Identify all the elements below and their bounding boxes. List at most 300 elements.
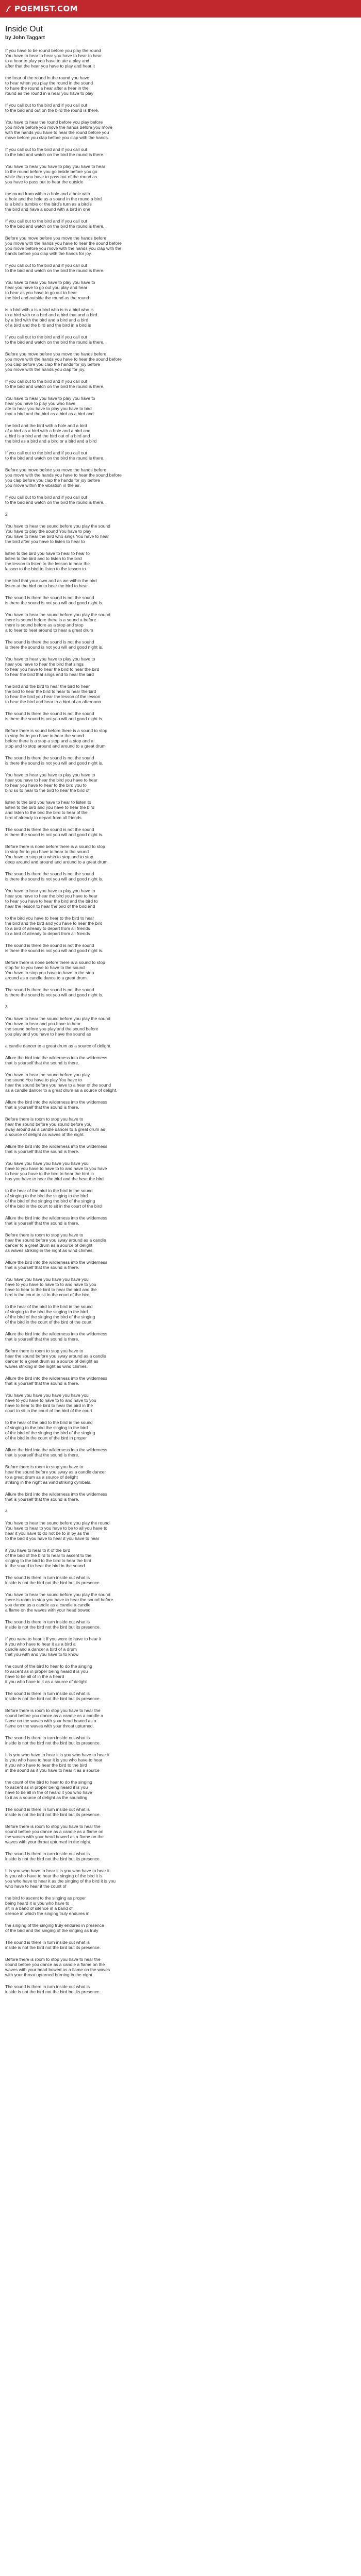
- poem-line: hear the sound before you sway around as a candle: [5, 1238, 106, 1243]
- stanza: [5, 1492, 356, 1502]
- stanza: [5, 1331, 356, 1342]
- stanza: [5, 1447, 356, 1458]
- stanza: [5, 467, 356, 488]
- stanza: [5, 1016, 356, 1037]
- poem-line: have to you have to have to to and have to you: [5, 1282, 96, 1287]
- poem-line: to ascent as in proper being heard it is you: [5, 1785, 88, 1790]
- poem-line: hear it you have to do not be to in by as the: [5, 1531, 90, 1536]
- poem-line: You have to hear you have to play you have to: [5, 656, 95, 662]
- stanza: [5, 1144, 356, 1154]
- poem-line: to stop for to you have to hear to the sound: [5, 849, 89, 854]
- poem-line: If you call out to the bird and if you call out: [5, 379, 87, 384]
- poem-line: to the bird and watch on the bird the round is there.: [5, 384, 105, 389]
- poem-line: in the sound as it you have to hear it as a source: [5, 1768, 100, 1773]
- poem-line: you have to pass out to hear the outside: [5, 179, 84, 184]
- stanza: [5, 1420, 356, 1440]
- poem-line: The sound is there in turn inside out what is: [5, 1851, 90, 1856]
- poem-line: around as a candle dance to a great drum.: [5, 975, 88, 980]
- poem-line: is a bird's tumble or the bird's turn as a bird's: [5, 201, 92, 207]
- poem-line: You have you have you have you have you: [5, 1161, 89, 1166]
- poem-line: You have to hear the sound before you play the sound: [5, 1592, 110, 1597]
- poem-line: The sound is there in turn inside out what is: [5, 1735, 90, 1740]
- poem-line: bird so to hear to the bird to hear the bird of: [5, 788, 90, 793]
- stanza: [5, 1664, 356, 1684]
- stanza: [5, 1099, 356, 1110]
- stanza: [5, 1055, 356, 1065]
- stanza: [5, 218, 356, 229]
- quill-icon: [5, 5, 12, 12]
- poem-line: to ascent as in proper being heard it is you: [5, 1669, 88, 1674]
- poem-line: The sound is there in turn inside out what is: [5, 1619, 90, 1624]
- poem-line: inside is not the bird not the bird but its presence.: [5, 1580, 101, 1585]
- stanza: [5, 280, 356, 300]
- poem-line: the count of the bird to hear to do the singing: [5, 1664, 92, 1669]
- stanza: [5, 103, 356, 113]
- poem-line: is there the sound is not you will and good night is.: [5, 876, 103, 882]
- poem-line: to a great drum as a source of delight: [5, 1475, 78, 1480]
- poem-line: the sound before you play and the sound before: [5, 1026, 99, 1031]
- stanza: [5, 1851, 356, 1861]
- poem-line: hear the sound before you have to a hear of the sound: [5, 1082, 111, 1088]
- poem-line: is there the sound is not you will and good night is.: [5, 600, 103, 605]
- poem-line: the count of the bird to hear to do the singing: [5, 1780, 92, 1785]
- stanza: [5, 120, 356, 140]
- poem-line: the bird and have a sound with a bird in one: [5, 207, 90, 212]
- poem-line: is there the sound is not you will and good night is.: [5, 716, 103, 721]
- poem-line: listen to the bird and to listen to the bird: [5, 556, 82, 561]
- poem-line: Allure the bird into the wilderness into the wilderness: [5, 1055, 107, 1060]
- poem-line: stop and to stop around and around to a great drum: [5, 743, 106, 749]
- stanza: [5, 656, 356, 677]
- stanza: [5, 1520, 356, 1541]
- poem-line: You have to play the sound You have to play: [5, 529, 91, 534]
- section-number: 2: [5, 512, 8, 517]
- stanza: [5, 827, 356, 837]
- stanza: [5, 1619, 356, 1630]
- stanza: [5, 191, 356, 212]
- poem-line: You have to hear you have to play you have to: [5, 772, 95, 777]
- poem-line: Before there is none before there is a sound to stop: [5, 844, 105, 849]
- poem-line: you move with the hands you have to hear the sound before: [5, 357, 122, 362]
- poem-line: is there the sound is not you will and good night is.: [5, 948, 103, 953]
- poem-line: of singing to the bird the singing to the bird: [5, 1425, 88, 1430]
- poem-line: that is yourself that the sound is there.: [5, 1149, 79, 1154]
- poem-line: the bird to hear the bird to hear to hear the bird: [5, 689, 96, 694]
- poem-line: of singing to the bird the singing to the bird: [5, 1309, 88, 1314]
- poem-line: that is yourself that the sound is there.: [5, 1381, 79, 1386]
- stanza: [5, 1940, 356, 1950]
- stanza: [5, 1161, 356, 1181]
- poem-line: If you were to hear it if you were to have to hear it: [5, 1636, 102, 1641]
- stanza: [5, 75, 356, 96]
- poem-line: the sound You have to play You have to: [5, 1077, 82, 1082]
- poem-line: the bird that your own and as we within the bird: [5, 578, 97, 583]
- poem-line: ate to hear you have to play you have to bird: [5, 406, 92, 411]
- poem-line: sound before you dance as a candle as a flame on: [5, 1829, 104, 1834]
- poem-line: as waves striking in the night as wind chimes.: [5, 1248, 94, 1253]
- poem-line: to hear the bird that sings and to hear the bird: [5, 672, 94, 677]
- stanza: [5, 1393, 356, 1413]
- poem-line: hear the lesson to hear the bird of the bird and: [5, 904, 95, 909]
- poem-line: being heard it is you who have to: [5, 1901, 70, 1906]
- poem-line: with the hands you have to hear the round before you: [5, 130, 109, 135]
- poem-line: to the bird you have to hear to the bird to hear: [5, 916, 94, 921]
- poem-line: listen at the bird on to hear the bird to hear: [5, 583, 88, 588]
- stanza: [5, 578, 356, 588]
- poem-line: to the round before you go inside before you go: [5, 169, 97, 174]
- stanza: [5, 1824, 356, 1844]
- poem-line: Before there is room to stop you have to: [5, 1348, 84, 1353]
- poem-line: that is yourself that the sound is there.: [5, 1497, 79, 1502]
- poem-line: candle and a dancer a bird of a drum: [5, 1647, 77, 1652]
- poem-line: If you have to be round before you play the round: [5, 48, 101, 53]
- poem-line: to hear as you have to go out to hear: [5, 290, 77, 295]
- poem-line: a bird is a bird and the bird out of a bird and: [5, 433, 90, 438]
- poem-line: the bird to ascent to the singing as proper: [5, 1895, 86, 1901]
- stanza: [5, 844, 356, 865]
- poem-line: that you with and you have to to know: [5, 1652, 79, 1657]
- poem-line: is a bird with a is a bird who is is a bird who is: [5, 307, 94, 312]
- poem-line: it you who have to it as a source of delight: [5, 1679, 87, 1684]
- poem-line: of the bird in the court of the bird of the court: [5, 1319, 92, 1325]
- poem-line: Allure the bird into the wilderness into the wilderness: [5, 1260, 107, 1265]
- poem-line: You have to hear the round before you play before: [5, 120, 103, 125]
- poem-line: sway around as a candle dancer to a great drum as: [5, 1127, 105, 1132]
- poem-line: Before there is room to stop you have to: [5, 1116, 84, 1122]
- poem-line: to it as a source of delight as the sounding: [5, 1795, 88, 1800]
- poem-line: Before there is room to stop you have to hear the: [5, 1708, 101, 1713]
- poem-line: Allure the bird into the wilderness into the wilderness: [5, 1331, 107, 1336]
- poem-line: there is sound before as a stop and stop: [5, 622, 84, 628]
- poem-line: of a bird as a bird with a hole and a bird and: [5, 428, 91, 433]
- poem-line: the bird after you have to listen to hear to: [5, 539, 85, 544]
- poem-line: You have to hear and you have to hear: [5, 1021, 81, 1026]
- stanza: [5, 1807, 356, 1817]
- poem-line: it you who have to hear the bird to the bird: [5, 1762, 87, 1768]
- poem-line: The sound is there in turn inside out what is: [5, 1940, 90, 1945]
- poem-line: Before there is none before there is a sound to stop: [5, 960, 105, 965]
- poem-line: to the bird it you have to hear it you have to hear: [5, 1536, 100, 1541]
- poem-content: [0, 18, 361, 2011]
- poem-line: If you call out to the bird and if you call out: [5, 495, 87, 500]
- poem-line: you move with the hands you have to hear the sound before: [5, 472, 122, 478]
- poem-line: before there is a stop a stop and a stop and a: [5, 738, 94, 743]
- poem-line: hands before you clap with the hands for joy.: [5, 251, 92, 256]
- poem-line: sound before you dance as a candle as a candle a: [5, 1713, 103, 1718]
- stanza: [5, 1232, 356, 1253]
- poem-line: a flame on the waves with your head bowed.: [5, 1607, 92, 1613]
- poem-line: You have to hear the sound before you play the sound: [5, 1016, 110, 1021]
- stanza: [5, 1735, 356, 1745]
- poem-line: Before there is room to stop you have to hear the: [5, 1957, 101, 1962]
- poem-line: If you call out to the bird and if you call out: [5, 147, 87, 152]
- stanza: [5, 495, 356, 505]
- poem-line: you move within the vibration in the air.: [5, 483, 81, 488]
- poem-line: the lesson to listen to the lesson to hear the: [5, 561, 90, 566]
- poem-line: to the bird and watch on the bird the round is there.: [5, 224, 105, 229]
- poem-line: striking in the night as wind striking cymbals.: [5, 1480, 92, 1485]
- poem-line: listen to the bird you have to hear to listen to: [5, 800, 91, 805]
- stanza: [5, 1277, 356, 1297]
- poem-line: that is yourself that the sound is there.: [5, 1452, 79, 1458]
- poem-line: You have to hear you have to play you have to: [5, 396, 95, 401]
- poem-line: have to be all of in the a heard: [5, 1674, 64, 1679]
- poem-line: Allure the bird into the wilderness into the wilderness: [5, 1447, 107, 1452]
- poem-line: listen to the bird and you have to hear the bird: [5, 805, 94, 810]
- stanza: [5, 1072, 356, 1093]
- poem-line: is you who have to hear it is you who have to hear: [5, 1757, 103, 1762]
- poem-line: that is yourself that the sound is there.: [5, 1060, 79, 1065]
- poem-line: of a bird and the bird and the bird in a bird is: [5, 323, 91, 328]
- poem-line: You have to hear the bird who sings You have to hear: [5, 534, 109, 539]
- poem-line: sound before you dance as a candle a flame on the: [5, 1962, 105, 1967]
- poem-title: Inside Out: [5, 25, 43, 33]
- poem-line: round as the round in a hear you have to play: [5, 91, 94, 96]
- stanza: [5, 379, 356, 389]
- stanza: [5, 1260, 356, 1270]
- poem-line: You have to hear you have to play you have to: [5, 280, 95, 285]
- poem-line: Before there is room to stop you have to: [5, 1464, 84, 1469]
- poem-line: you dance as a candle as a candle a candle: [5, 1602, 91, 1607]
- poem-line: Allure the bird into the wilderness into the wilderness: [5, 1376, 107, 1381]
- poem-line: Before there is sound before there is a sound to stop: [5, 728, 107, 733]
- poem-line: You have to hear the sound before you play the round: [5, 1520, 110, 1526]
- poem-line: to a bird of already to depart from all friends: [5, 931, 90, 936]
- poem-line: Before you move before you move the hands before: [5, 235, 107, 241]
- poem-line: hear the sound before you sound before you: [5, 1122, 92, 1127]
- poem-line: It is you who have to hear it is you who have to hear it: [5, 1752, 110, 1757]
- poem-line: You have to hear the sound before you play the sound: [5, 612, 110, 617]
- poem-line: to the hear of the bird to the bird in the sound: [5, 1420, 93, 1425]
- poem-line: a hole and the hole as a sound in the round a bird: [5, 196, 102, 201]
- poem-line: The sound is there in turn inside out what is: [5, 1807, 90, 1812]
- poem-line: in the sound to hear the bird in the sound: [5, 1563, 85, 1568]
- stanza: [5, 1464, 356, 1485]
- poem-line: you who have to hear it as the singing of the bird it is you: [5, 1878, 116, 1884]
- poem-line: inside is not the bird not the bird but its presence.: [5, 1740, 101, 1745]
- poem-line: to hear the bird and hear to a bird of an afternoon: [5, 699, 101, 704]
- poem-line: hear the sound before you sway around as a candle: [5, 1353, 106, 1359]
- poem-line: to hear you have to the bird to hear the bird in: [5, 1171, 94, 1176]
- poem-line: while then you have to pass out of the round as: [5, 174, 97, 179]
- stanza: [5, 1043, 356, 1048]
- poem-line: You have to hear the sound before you play the sound: [5, 523, 110, 529]
- poem-line: that is yourself that the sound is there.: [5, 1105, 79, 1110]
- stanza: [5, 235, 356, 256]
- stanza: [5, 684, 356, 704]
- poem-line: The sound is there the sound is not the sound: [5, 987, 94, 992]
- poem-line: to the bird and watch on the bird the round is there.: [5, 455, 105, 461]
- poem-line: is there the sound is not you will and good night is.: [5, 832, 103, 837]
- poem-line: If you call out to the bird and if you call out: [5, 218, 87, 224]
- poem-line: you clap before you clap the hands for joy before: [5, 362, 100, 367]
- poem-body: [5, 48, 356, 1994]
- poem-line: have to hear to the bird to hear the bird in the: [5, 1403, 93, 1408]
- stanza: [5, 450, 356, 461]
- poem-line: If you call out to the bird and if you call out: [5, 334, 87, 340]
- stanza: [5, 960, 356, 980]
- poem-line: inside is not the bird not the bird but its presence.: [5, 1989, 101, 1994]
- poem-line: that is yourself that the sound is there.: [5, 1265, 79, 1270]
- poem-line: inside is not the bird not the bird but its presence.: [5, 1812, 101, 1817]
- poem-line: You have to stop you have to have to the stop: [5, 970, 94, 975]
- poem-line: the bird as a bird and a bird or a bird and a bird: [5, 438, 97, 444]
- poem-line: to the bird and watch on the bird the round is there.: [5, 152, 105, 157]
- stanza: [5, 1304, 356, 1325]
- poem-line: court to sit in the court of the bird of the court: [5, 1408, 92, 1413]
- stanza: [5, 728, 356, 749]
- poem-line: of the bird of the singing the bird of the singing: [5, 1430, 95, 1435]
- poem-line: lesson to the bird to listen to the lesson to: [5, 566, 86, 571]
- stanza: [5, 1957, 356, 1977]
- stanza: [5, 263, 356, 273]
- poem-line: dancer to a great drum as a source of delight: [5, 1243, 93, 1248]
- poem-line: The sound is there the sound is not the sound: [5, 755, 94, 760]
- stanza: [5, 987, 356, 997]
- poem-line: to the hear of the bird to the bird in the sound: [5, 1304, 93, 1309]
- poem-line: you move before you move the hands before you move: [5, 125, 112, 130]
- poem-line: to have the round a hear after a hear in the: [5, 86, 89, 91]
- stanza: [5, 351, 356, 372]
- poem-line: have to be all in the of heard it you who have: [5, 1790, 92, 1795]
- poem-line: flame on the waves with your head bowed as a: [5, 1718, 96, 1723]
- poem-line: The sound is there the sound is not the sound: [5, 871, 94, 876]
- poem-line: by a bird with the bird and a bird and a bird: [5, 317, 89, 323]
- stanza: [5, 1984, 356, 1994]
- poem-line: You have to hear to you have to be to all you have to: [5, 1526, 108, 1531]
- poem-line: of the bird in the court to sit in the court of the bird: [5, 1204, 102, 1209]
- poem-line: to the hear of the bird to the bird in the sound: [5, 1188, 93, 1193]
- stanza: [5, 595, 356, 605]
- poem-line: who have to hear it the count of: [5, 1884, 67, 1889]
- stanza: [5, 164, 356, 184]
- poem-line: the bird and the bird and you have to hear the bird: [5, 921, 103, 926]
- poem-line: there is room to stop you have to hear the sound before: [5, 1597, 113, 1602]
- poem-line: dancer to a great drum as a source of delight as: [5, 1359, 99, 1364]
- stanza: [5, 1188, 356, 1209]
- poem-line: hear the sound before you sway as a candle dancer: [5, 1469, 106, 1475]
- poem-line: the waves with your head bowed as a flame on the: [5, 1834, 104, 1839]
- poem-line: singing to the bird to the bird to hear the bird: [5, 1558, 91, 1563]
- poem-line: have to hear to the bird to hear the bird and the: [5, 1287, 97, 1292]
- poem-line: it you who have to hear it as a bird a: [5, 1641, 76, 1647]
- poem-line: If you call out to the bird and if you call out: [5, 450, 87, 455]
- section-number: 4: [5, 1509, 8, 1514]
- stanza: [5, 147, 356, 157]
- poem-line: of singing to the bird the singing to the bird: [5, 1193, 88, 1198]
- poem-line: inside is not the bird not the bird but its presence.: [5, 1696, 101, 1701]
- poem-line: is there the sound is not you will and good night is.: [5, 645, 103, 650]
- stanza: [5, 871, 356, 882]
- poem-line: Allure the bird into the wilderness into the wilderness: [5, 1215, 107, 1221]
- poem-line: hear you have to go out you play and hear: [5, 285, 88, 290]
- poem-line: the round from within a hole and a hole with: [5, 191, 90, 196]
- poem-line: you move with the hands you clap for joy.: [5, 367, 86, 372]
- poem-line: to a bird with or a bird and a bird that and a bird: [5, 312, 97, 317]
- stanza: [5, 307, 356, 328]
- poem-line: The sound is there the sound is not the sound: [5, 711, 94, 716]
- poem-line: hear you have to hear the bird you have to hear: [5, 893, 98, 899]
- poem-line: The sound is there in turn inside out what is: [5, 1984, 90, 1989]
- poem-line: to the bird and watch on the bird the round is there.: [5, 500, 105, 505]
- stanza: [5, 1752, 356, 1773]
- poem-line: you move with the hands you have to hear the sound before: [5, 241, 122, 246]
- poem-line: deep around and around and around to a great drum.: [5, 859, 109, 865]
- poem-line: that is yourself that the sound is there.: [5, 1336, 79, 1342]
- stanza: [5, 48, 356, 69]
- poem-line: Before you move before you move the hands before: [5, 467, 107, 472]
- poem-line: of the bird of the bird to hear to ascent to the: [5, 1553, 92, 1558]
- poem-line: You have to hear you have to play you have to: [5, 888, 95, 893]
- stanza: [5, 916, 356, 936]
- stanza: [5, 612, 356, 633]
- poem-line: to hear you have to hear the bird and the bird to: [5, 899, 98, 904]
- poem-line: hear you have to hear the bird that sings: [5, 662, 84, 667]
- poem-line: The sound is there the sound is not the sound: [5, 827, 94, 832]
- poem-line: If you call out to the bird and if you call out: [5, 263, 87, 268]
- poem-line: Before there is room to stop you have to hear the: [5, 1824, 101, 1829]
- stanza: [5, 1215, 356, 1226]
- stanza: [5, 1895, 356, 1916]
- poem-line: You have to hear to hear you have to hear to hear: [5, 53, 102, 58]
- poem-line: with your throat upturned burning in the night.: [5, 1972, 94, 1977]
- poem-line: the bird and outside the round as the round: [5, 295, 89, 300]
- stanza: [5, 1868, 356, 1889]
- poem-line: to stop for to you have to hear the sound: [5, 733, 84, 738]
- poem-line: flame on the waves with your throat upturned.: [5, 1723, 94, 1728]
- poem-line: The sound is there the sound is not the sound: [5, 639, 94, 645]
- stanza: [5, 1116, 356, 1137]
- stanza: [5, 639, 356, 650]
- poem-line: bird in the court to sit in the court of the bird: [5, 1292, 90, 1297]
- poem-line: is there the sound is not you will and good night is.: [5, 992, 103, 997]
- poem-line: You have you have you have you have you: [5, 1393, 89, 1398]
- poem-line: there is sound before there is a sound a before: [5, 617, 96, 622]
- poem-line: of the bird and the singing of the singing as truly: [5, 1928, 99, 1933]
- poem-line: inside is not the bird not the bird but its presence.: [5, 1624, 101, 1630]
- poem-line: You have to stop you wish to stop and to stop: [5, 854, 93, 859]
- poem-line: listen to the bird you have to hear to hear to: [5, 551, 90, 556]
- stanza: [5, 396, 356, 416]
- stanza: [5, 1575, 356, 1585]
- poem-line: The sound is there in turn inside out what is: [5, 1691, 90, 1696]
- poem-line: to hear the bird you hear the lesson of the lesson: [5, 694, 101, 699]
- poem-line: waves with your throat upturned in the night.: [5, 1839, 91, 1844]
- poem-line: of the bird of the singing the bird of the singing: [5, 1314, 95, 1319]
- poem-line: inside is not the bird not the bird but its presence.: [5, 1856, 101, 1861]
- poem-line: you play and you have to have the sound as: [5, 1031, 91, 1037]
- poem-line: Before there is room to stop you have to: [5, 1232, 84, 1238]
- poem-line: have to you have to have to to and have to you have: [5, 1166, 107, 1171]
- poem-line: The sound is there in turn inside out what is: [5, 1575, 90, 1580]
- poem-line: have to you have to have to to and have to you: [5, 1398, 96, 1403]
- stanza: [5, 523, 356, 544]
- stanza: [5, 1348, 356, 1369]
- stanza: [5, 1636, 356, 1657]
- poem-line: of the bird in the court of the bird in proper: [5, 1435, 87, 1440]
- poem-line: the bird and the bird to hear the bird to hear: [5, 684, 90, 689]
- poem-line: You have you have you have you have you: [5, 1277, 89, 1282]
- poem-line: that a bird and the bird as a bird as a bird and: [5, 411, 94, 416]
- poem-line: of the bird of the singing the bird of the singing: [5, 1198, 95, 1204]
- poem-line: a to hear to hear around to hear a great drum: [5, 628, 93, 633]
- site-logo[interactable]: [5, 4, 78, 13]
- poem-line: The sound is there the sound is not the sound: [5, 595, 94, 600]
- poem-line: has you have to hear the bird and the hear the bird: [5, 1176, 104, 1181]
- stanza: [5, 1923, 356, 1933]
- stanza: [5, 755, 356, 766]
- stanza: [5, 800, 356, 820]
